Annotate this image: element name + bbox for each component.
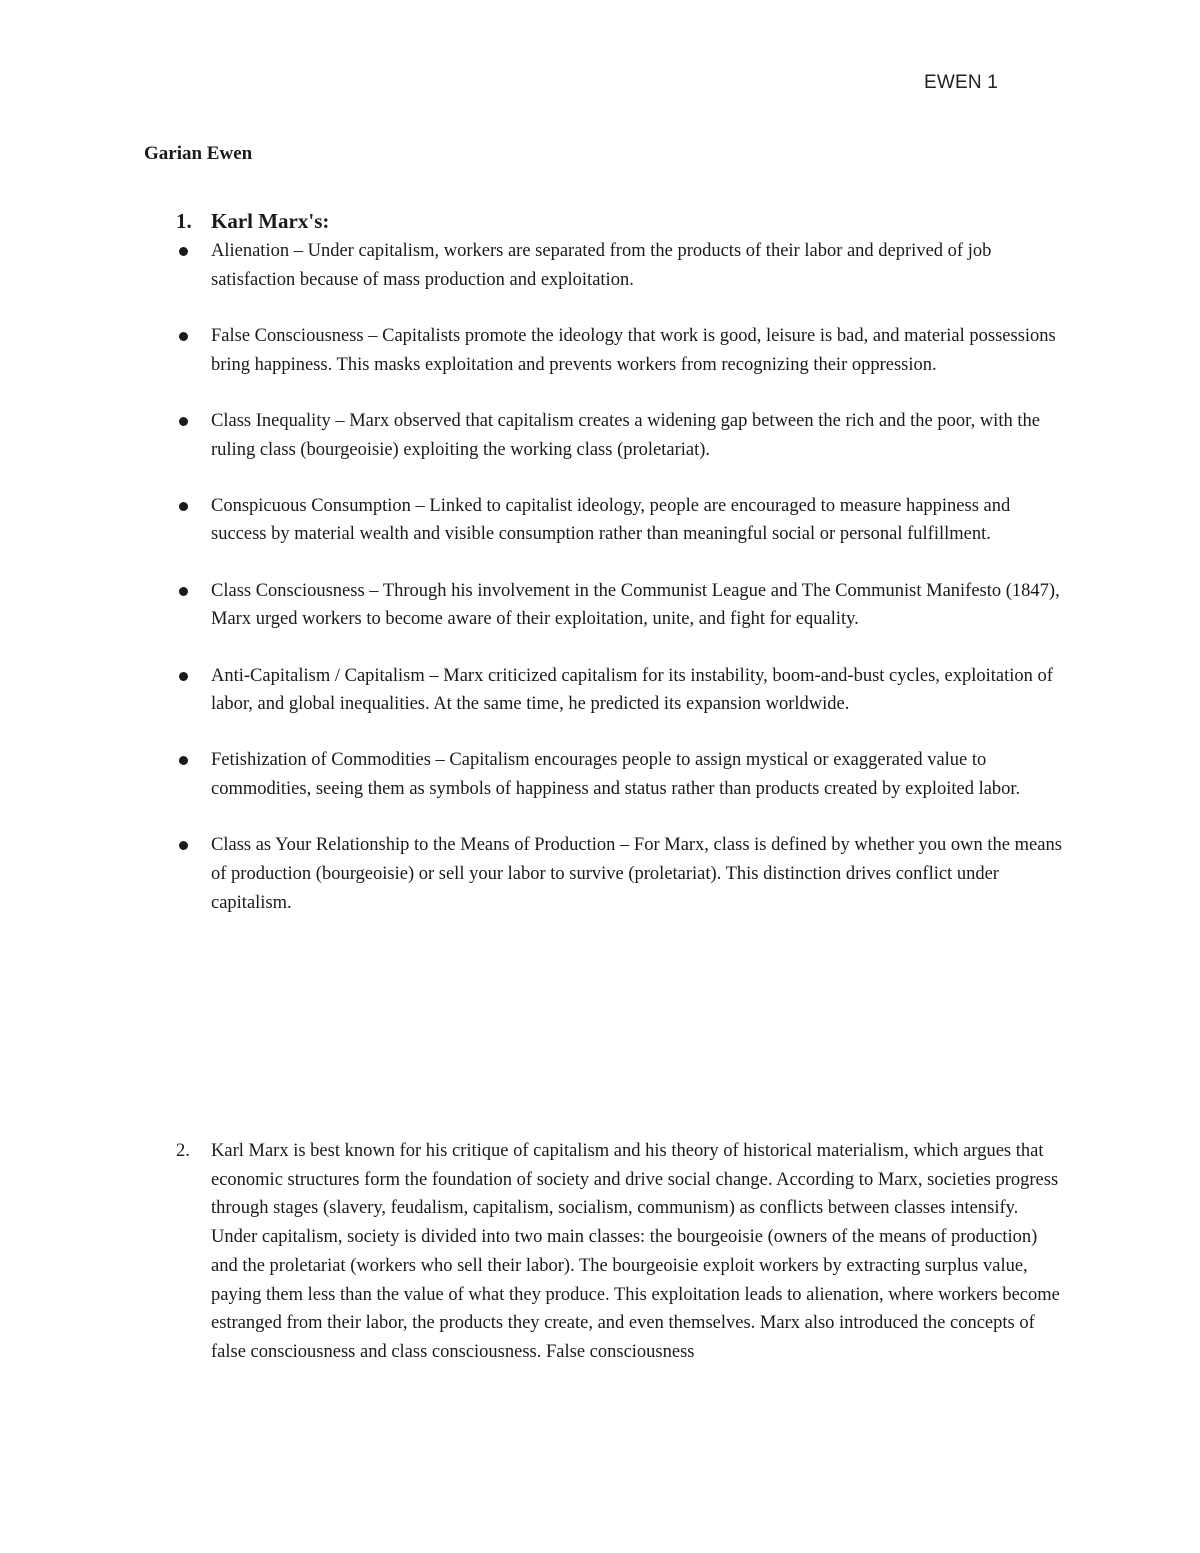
bullet-icon bbox=[179, 756, 188, 765]
author-name: Garian Ewen bbox=[144, 143, 253, 164]
concept-bullet-list bbox=[176, 237, 1066, 945]
section-1-heading bbox=[176, 209, 329, 234]
section-2-number: 2. bbox=[176, 1141, 190, 1161]
bullet-icon bbox=[179, 247, 188, 256]
bullet-text: Fetishization of Commodities – Capitalism encourages people to assign mystical or exaggerated value to commodities, seeing them as symbols of happiness and status rather than products created by exploited labor. bbox=[211, 750, 1021, 800]
bullet-icon bbox=[179, 672, 188, 681]
section-2-paragraph bbox=[176, 1137, 1066, 1367]
list-item bbox=[176, 322, 1066, 379]
section-1-title: Karl Marx's: bbox=[211, 209, 330, 233]
bullet-icon bbox=[179, 502, 188, 511]
bullet-icon bbox=[179, 417, 188, 426]
list-item bbox=[176, 237, 1066, 294]
bullet-text: Class Inequality – Marx observed that capitalism creates a widening gap between the rich and the poor, with the ruling class (bourgeoisie) exploiting the working class (proletariat). bbox=[211, 410, 1040, 460]
list-item bbox=[176, 407, 1066, 464]
bullet-icon bbox=[179, 587, 188, 596]
list-item bbox=[176, 662, 1066, 719]
list-item bbox=[176, 831, 1066, 917]
bullet-text: False Consciousness – Capitalists promote the ideology that work is good, leisure is bad, and material possessions bring happiness. This masks exploitation and prevents workers from recognizing their oppression. bbox=[211, 325, 1056, 375]
bullet-text: Class as Your Relationship to the Means of Production – For Marx, class is defined by whether you own the means of production (bourgeoisie) or sell your labor to survive (proletariat). This distinction drives conflict under capitalism. bbox=[211, 835, 1062, 913]
bullet-icon bbox=[179, 841, 188, 850]
bullet-icon bbox=[179, 332, 188, 341]
list-item bbox=[176, 577, 1066, 634]
running-header: EWEN 1 bbox=[923, 72, 998, 93]
list-item bbox=[176, 492, 1066, 549]
section-2-text: Karl Marx is best known for his critique of capitalism and his theory of historical materialism, which argues that economic structures form the foundation of society and drive social change. According to Marx, societies progress through stages (slavery, feudalism, capitalism, socialism, communism) as conflicts between classes intensify. Under capitalism, society is divided into two main classes: the bourgeoisie (owners of the means of production) and the proletariat (workers who sell their labor). The bourgeoisie exploit workers by extracting surplus value, paying them less than the value of what they produce. This exploitation leads to alienation, where workers become estranged from their labor, the products they create, and even themselves. Marx also introduced the concepts of false consciousness and class consciousness. False consciousness bbox=[211, 1141, 1060, 1362]
bullet-text: Alienation – Under capitalism, workers are separated from the products of their labor and deprived of job satisfaction because of mass production and exploitation. bbox=[211, 241, 992, 290]
bullet-text: Conspicuous Consumption – Linked to capitalist ideology, people are encouraged to measure happiness and success by material wealth and visible consumption rather than meaningful social or personal fulfillment. bbox=[211, 495, 1011, 545]
list-item bbox=[176, 746, 1066, 803]
bullet-text: Anti-Capitalism / Capitalism – Marx criticized capitalism for its instability, boom-and-bust cycles, exploitation of labor, and global inequalities. At the same time, he predicted its expansion worldwide. bbox=[211, 665, 1053, 715]
section-1-number: 1. bbox=[176, 209, 192, 233]
bullet-text: Class Consciousness – Through his involvement in the Communist League and The Communist Manifesto (1847), Marx urged workers to become aware of their exploitation, unite, and fight for equality. bbox=[211, 580, 1060, 630]
